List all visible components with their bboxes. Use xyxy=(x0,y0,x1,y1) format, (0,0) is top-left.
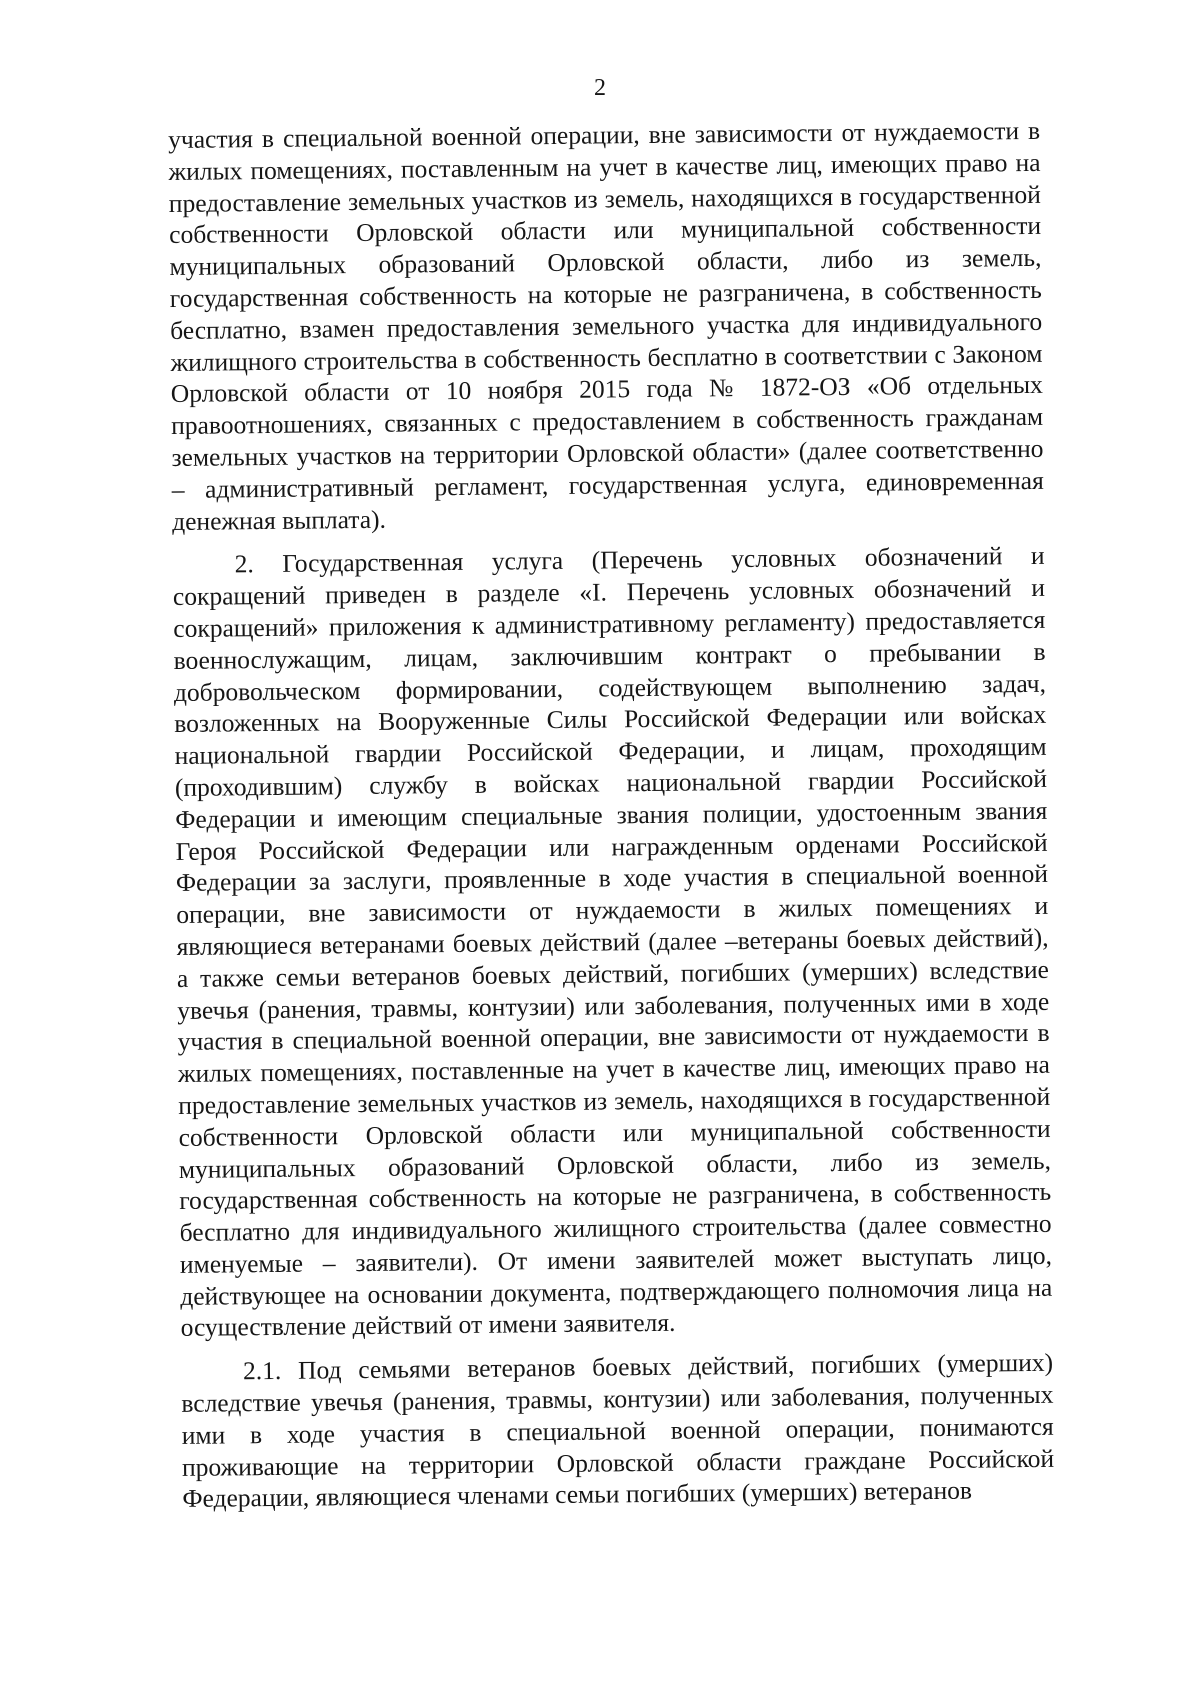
page-number: 2 xyxy=(594,75,606,101)
paragraph-2: 2. Государственная услуга (Перечень условных обозначений и сокращений приведен в разделе «I. Перечень условных обозначений и сокращений» приложения к административному регламенту) предоставляется военнослужащим, лицам, заключившим контракт о пребывании в добровольческом формировании, содействующем выполнению задач, возложенных на Вооруженные Силы Российской Федерации или войсках национальной гвардии Российской Федерации, и лицам, проходящим (проходившим) службу в войсках национальной гвардии Российской Федерации и имеющим специальные звания полиции, удостоенным звания Героя Российской Федерации или награжденным орденами Российской Федерации за заслуги, проявленные в ходе участия в специальной военной операции, вне зависимости от нуждаемости в жилых помещениях и являющиеся ветеранами боевых действий (далее –ветераны боевых действий), а также семьи ветеранов боевых действий, погибших (умерших) вследствие увечья (ранения, травмы, контузии) или заболевания, полученных ими в ходе участия в специальной военной операции, вне зависимости от нуждаемости в жилых помещениях, поставленные на учет в качестве лиц, имеющих право на предоставление земельных участков из земель, находящихся в государственной собственности Орловской области или муниципальной собственности муниципальных образований Орловской области, либо из земель, государственная собственность на которые не разграничена, в собственность бесплатно для индивидуального жилищного строительства (далее совместно именуемые – заявители). От имени заявителей может выступать лицо, действующее на основании документа, подтверждающего полномочия лица на осуществление действий от имени заявителя. xyxy=(172,541,1053,1343)
paragraph-continuation: участия в специальной военной операции, вне зависимости от нуждаемости в жилых помещениях, поставленным на учет в качестве лиц, имеющих право на предоставление земельных участков из земель, находящихся в государственной собственности Орловской области или муниципальной собственности муниципальных образований Орловской области, либо из земель, государственная собственность на которые не разграничена, в собственность бесплатно, взамен предоставления земельного участка для индивидуального жилищного строительства в собственность бесплатно в соответствии с Законом Орловской области от 10 ноября 2015 года № 1872-ОЗ «Об отдельных правоотношениях, связанных с предоставлением в собственность гражданам земельных участков на территории Орловской области» (далее соответственно – административный регламент, государственная услуга, единовременная денежная выплата). xyxy=(168,115,1044,536)
document-body xyxy=(168,115,1055,1527)
paragraph-2-1: 2.1. Под семьями ветеранов боевых действий, погибших (умерших) вследствие увечья (ранения, травмы, контузии) или заболевания, полученных ими в ходе участия в специальной военной операции, понимаются проживающие на территории Орловской области граждане Российской Федерации, являющиеся членами семьи погибших (умерших) ветеранов xyxy=(181,1348,1055,1514)
